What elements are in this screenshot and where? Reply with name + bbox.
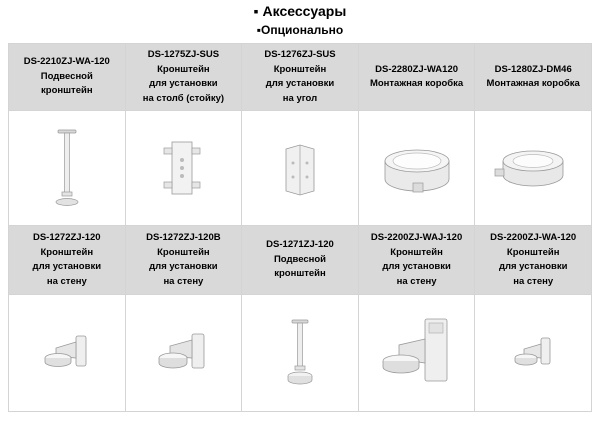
product-desc: Кронштейн (390, 246, 443, 258)
product-desc: на стену (513, 275, 554, 287)
wall-mount-icon (511, 330, 556, 375)
wall-mount-with-box-icon (377, 315, 457, 390)
corner-mount-icon (280, 141, 320, 196)
product-image-cell (9, 111, 126, 226)
product-image-cell (242, 111, 359, 226)
junction-box-icon (377, 141, 457, 196)
product-desc: Подвесной (40, 70, 93, 82)
product-model: DS-1280ZJ-DM46 (494, 63, 572, 75)
product-model: DS-1272ZJ-120 (32, 232, 101, 244)
product-desc: на стену (46, 275, 87, 287)
product-image-cell (242, 294, 359, 411)
product-desc: кронштейн (41, 85, 93, 97)
product-image-cell (358, 294, 475, 411)
product-model: DS-2200ZJ-WAJ-120 (370, 232, 463, 244)
product-model: DS-1272ZJ-120B (146, 232, 221, 244)
product-desc: Кронштейн (157, 63, 210, 75)
product-header-8 (242, 226, 359, 294)
accessories-table (8, 43, 592, 412)
product-model: DS-1275ZJ-SUS (147, 49, 220, 61)
product-image-cell (358, 111, 475, 226)
product-desc: Кронштейн (157, 246, 210, 258)
section-title: ▪ Аксессуары (253, 3, 347, 19)
header-row-2 (9, 226, 592, 294)
product-desc: для установки (32, 261, 102, 273)
image-row-2 (9, 294, 592, 411)
product-desc: для установки (149, 261, 218, 273)
product-model: DS-2210ZJ-WA-120 (23, 56, 110, 68)
product-desc: для установки (265, 78, 335, 90)
product-image-cell (475, 294, 592, 411)
product-model: DS-1271ZJ-120 (266, 239, 334, 251)
product-desc: для установки (382, 261, 451, 273)
product-desc: Монтажная коробка (486, 78, 580, 90)
product-desc: кронштейн (274, 268, 326, 280)
product-model: DS-2200ZJ-WA-120 (490, 232, 577, 244)
wall-mount-icon (42, 330, 92, 375)
product-header-2 (125, 44, 242, 111)
product-desc: Подвесной (273, 253, 327, 265)
pole-mount-icon (158, 138, 208, 198)
product-desc: на угол (282, 92, 318, 104)
product-desc: для установки (498, 261, 568, 273)
product-header-3 (242, 44, 359, 111)
product-desc: Кронштейн (40, 246, 94, 258)
product-desc: Монтажная коробка (369, 78, 464, 90)
product-header-5 (475, 44, 592, 111)
product-image-cell (9, 294, 126, 411)
product-header-4 (358, 44, 475, 111)
product-desc: для установки (149, 78, 218, 90)
product-image-cell (125, 111, 242, 226)
pendant-mount-icon (280, 318, 320, 388)
product-image-cell (475, 111, 592, 226)
product-desc: на стену (163, 275, 204, 287)
pendant-mount-icon (47, 128, 87, 208)
section-subtitle: ▪Опционально (256, 23, 344, 37)
product-header-1 (9, 44, 126, 111)
product-model: DS-1276ZJ-SUS (264, 49, 336, 61)
product-header-7 (125, 226, 242, 294)
product-model: DS-2280ZJ-WA120 (375, 63, 459, 75)
product-header-9 (358, 226, 475, 294)
wall-mount-icon (156, 330, 211, 375)
product-header-6 (9, 226, 126, 294)
product-image-cell (125, 294, 242, 411)
product-desc: Кронштейн (273, 63, 327, 75)
product-desc: на стену (396, 275, 437, 287)
junction-box-icon (493, 143, 573, 193)
header-row-1 (9, 44, 592, 111)
product-desc: Кронштейн (506, 246, 560, 258)
image-row-1 (9, 111, 592, 226)
product-header-10 (475, 226, 592, 294)
product-desc: на столб (стойку) (142, 92, 225, 104)
